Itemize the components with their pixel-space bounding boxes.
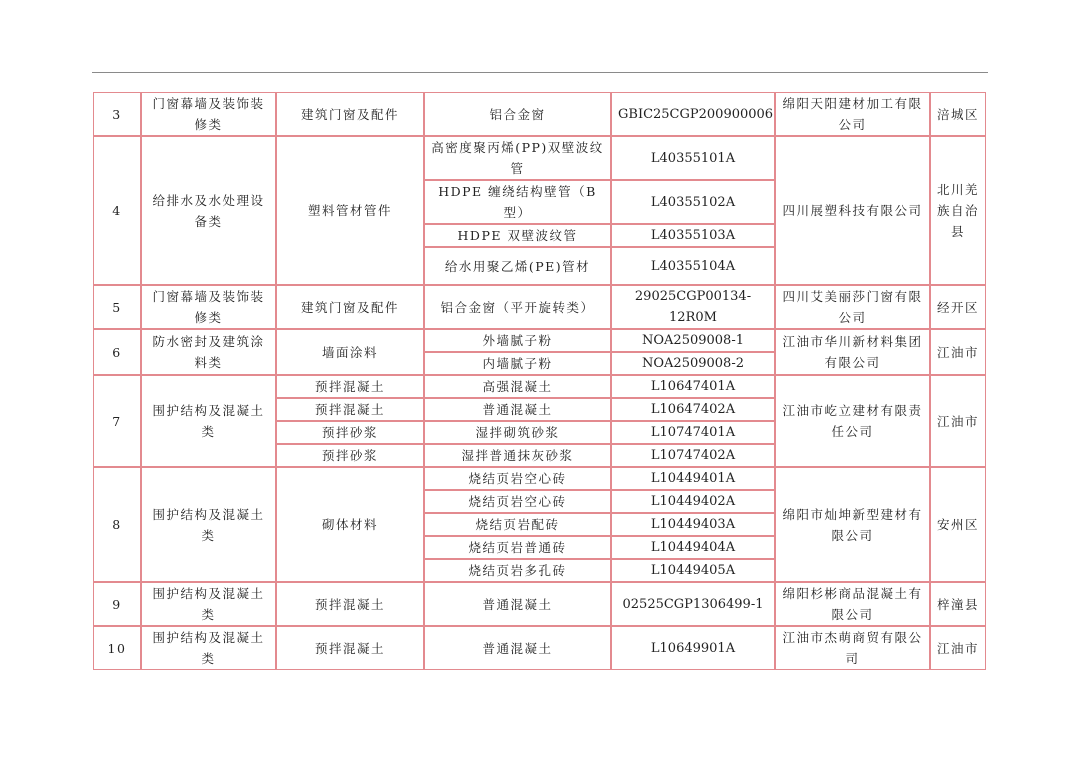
category-cell: 围护结构及混凝土类 [141, 626, 276, 670]
cert-code-cell: NOA2509008-1 [611, 329, 775, 352]
region-cell: 涪城区 [930, 92, 986, 136]
product-name-cell: 烧结页岩空心砖 [424, 467, 611, 490]
product-type-cell: 预拌砂浆 [276, 421, 424, 444]
product-name-cell: 烧结页岩多孔砖 [424, 559, 611, 582]
product-name-cell: 湿拌普通抹灰砂浆 [424, 444, 611, 467]
product-type-cell: 预拌砂浆 [276, 444, 424, 467]
cert-code-cell: L40355104A [611, 247, 775, 285]
row-number: 5 [93, 285, 141, 329]
row-number: 10 [93, 626, 141, 670]
table-row [93, 92, 986, 136]
product-name-cell: 外墙腻子粉 [424, 329, 611, 352]
cert-code-cell: L10449404A [611, 536, 775, 559]
row-number: 8 [93, 467, 141, 582]
table-row [93, 375, 986, 398]
product-type-cell: 预拌混凝土 [276, 375, 424, 398]
company-cell: 四川展塑科技有限公司 [775, 136, 930, 285]
cert-code-cell: L40355102A [611, 180, 775, 224]
cert-code-cell: L10449403A [611, 513, 775, 536]
product-type-cell: 建筑门窗及配件 [276, 92, 424, 136]
company-cell: 四川艾美丽莎门窗有限公司 [775, 285, 930, 329]
cert-code-cell: 02525CGP1306499-1 [611, 582, 775, 626]
cert-code-cell: L10449401A [611, 467, 775, 490]
product-name-cell: 普通混凝土 [424, 398, 611, 421]
product-name-cell: 普通混凝土 [424, 626, 611, 670]
product-type-cell: 预拌混凝土 [276, 582, 424, 626]
header-rule [92, 72, 988, 73]
company-cell: 江油市屹立建材有限责任公司 [775, 375, 930, 467]
region-cell: 江油市 [930, 375, 986, 467]
table-row [93, 582, 986, 626]
table-row [93, 467, 986, 490]
row-number: 6 [93, 329, 141, 375]
certification-table [93, 92, 986, 670]
product-name-cell: 烧结页岩空心砖 [424, 490, 611, 513]
company-cell: 绵阳市灿坤新型建材有限公司 [775, 467, 930, 582]
product-type-cell: 墙面涂料 [276, 329, 424, 375]
product-type-cell: 预拌混凝土 [276, 626, 424, 670]
product-name-cell: 内墙腻子粉 [424, 352, 611, 375]
row-number: 4 [93, 136, 141, 285]
table-row [93, 285, 986, 329]
table-row [93, 626, 986, 670]
row-number: 3 [93, 92, 141, 136]
product-name-cell: 高密度聚丙烯(PP)双壁波纹管 [424, 136, 611, 180]
cert-code-cell: L40355103A [611, 224, 775, 247]
cert-code-cell: L40355101A [611, 136, 775, 180]
region-cell: 江油市 [930, 626, 986, 670]
cert-code-cell: L10449402A [611, 490, 775, 513]
product-name-cell: 铝合金窗 [424, 92, 611, 136]
product-name-cell: 湿拌砌筑砂浆 [424, 421, 611, 444]
row-number: 7 [93, 375, 141, 467]
cert-code-cell: L10747401A [611, 421, 775, 444]
category-cell: 给排水及水处理设备类 [141, 136, 276, 285]
table-row [93, 329, 986, 352]
cert-code-cell: L10449405A [611, 559, 775, 582]
region-cell: 江油市 [930, 329, 986, 375]
company-cell: 绵阳杉彬商品混凝土有限公司 [775, 582, 930, 626]
product-type-cell: 砌体材料 [276, 467, 424, 582]
category-cell: 防水密封及建筑涂料类 [141, 329, 276, 375]
product-name-cell: HDPE 双壁波纹管 [424, 224, 611, 247]
row-number: 9 [93, 582, 141, 626]
cert-code-cell: NOA2509008-2 [611, 352, 775, 375]
company-cell: 江油市杰萌商贸有限公司 [775, 626, 930, 670]
product-type-cell: 塑料管材管件 [276, 136, 424, 285]
category-cell: 门窗幕墙及装饰装修类 [141, 92, 276, 136]
product-name-cell: HDPE 缠绕结构壁管（B 型） [424, 180, 611, 224]
category-cell: 门窗幕墙及装饰装修类 [141, 285, 276, 329]
cert-code-cell: L10747402A [611, 444, 775, 467]
region-cell: 北川羌族自治县 [930, 136, 986, 285]
product-type-cell: 建筑门窗及配件 [276, 285, 424, 329]
cert-code-cell: L10647402A [611, 398, 775, 421]
category-cell: 围护结构及混凝土类 [141, 467, 276, 582]
company-cell: 绵阳天阳建材加工有限公司 [775, 92, 930, 136]
cert-code-cell: L10647401A [611, 375, 775, 398]
product-type-cell: 预拌混凝土 [276, 398, 424, 421]
cert-code-cell: L10649901A [611, 626, 775, 670]
table-row [93, 136, 986, 180]
category-cell: 围护结构及混凝土类 [141, 375, 276, 467]
cert-code-cell: 29025CGP00134-12R0M [611, 285, 775, 329]
company-cell: 江油市华川新材料集团有限公司 [775, 329, 930, 375]
cert-code-cell: GBIC25CGP200900006 [611, 92, 775, 136]
product-name-cell: 烧结页岩配砖 [424, 513, 611, 536]
product-name-cell: 给水用聚乙烯(PE)管材 [424, 247, 611, 285]
category-cell: 围护结构及混凝土类 [141, 582, 276, 626]
region-cell: 经开区 [930, 285, 986, 329]
product-name-cell: 铝合金窗（平开旋转类） [424, 285, 611, 329]
region-cell: 安州区 [930, 467, 986, 582]
region-cell: 梓潼县 [930, 582, 986, 626]
product-name-cell: 烧结页岩普通砖 [424, 536, 611, 559]
product-name-cell: 高强混凝土 [424, 375, 611, 398]
product-name-cell: 普通混凝土 [424, 582, 611, 626]
